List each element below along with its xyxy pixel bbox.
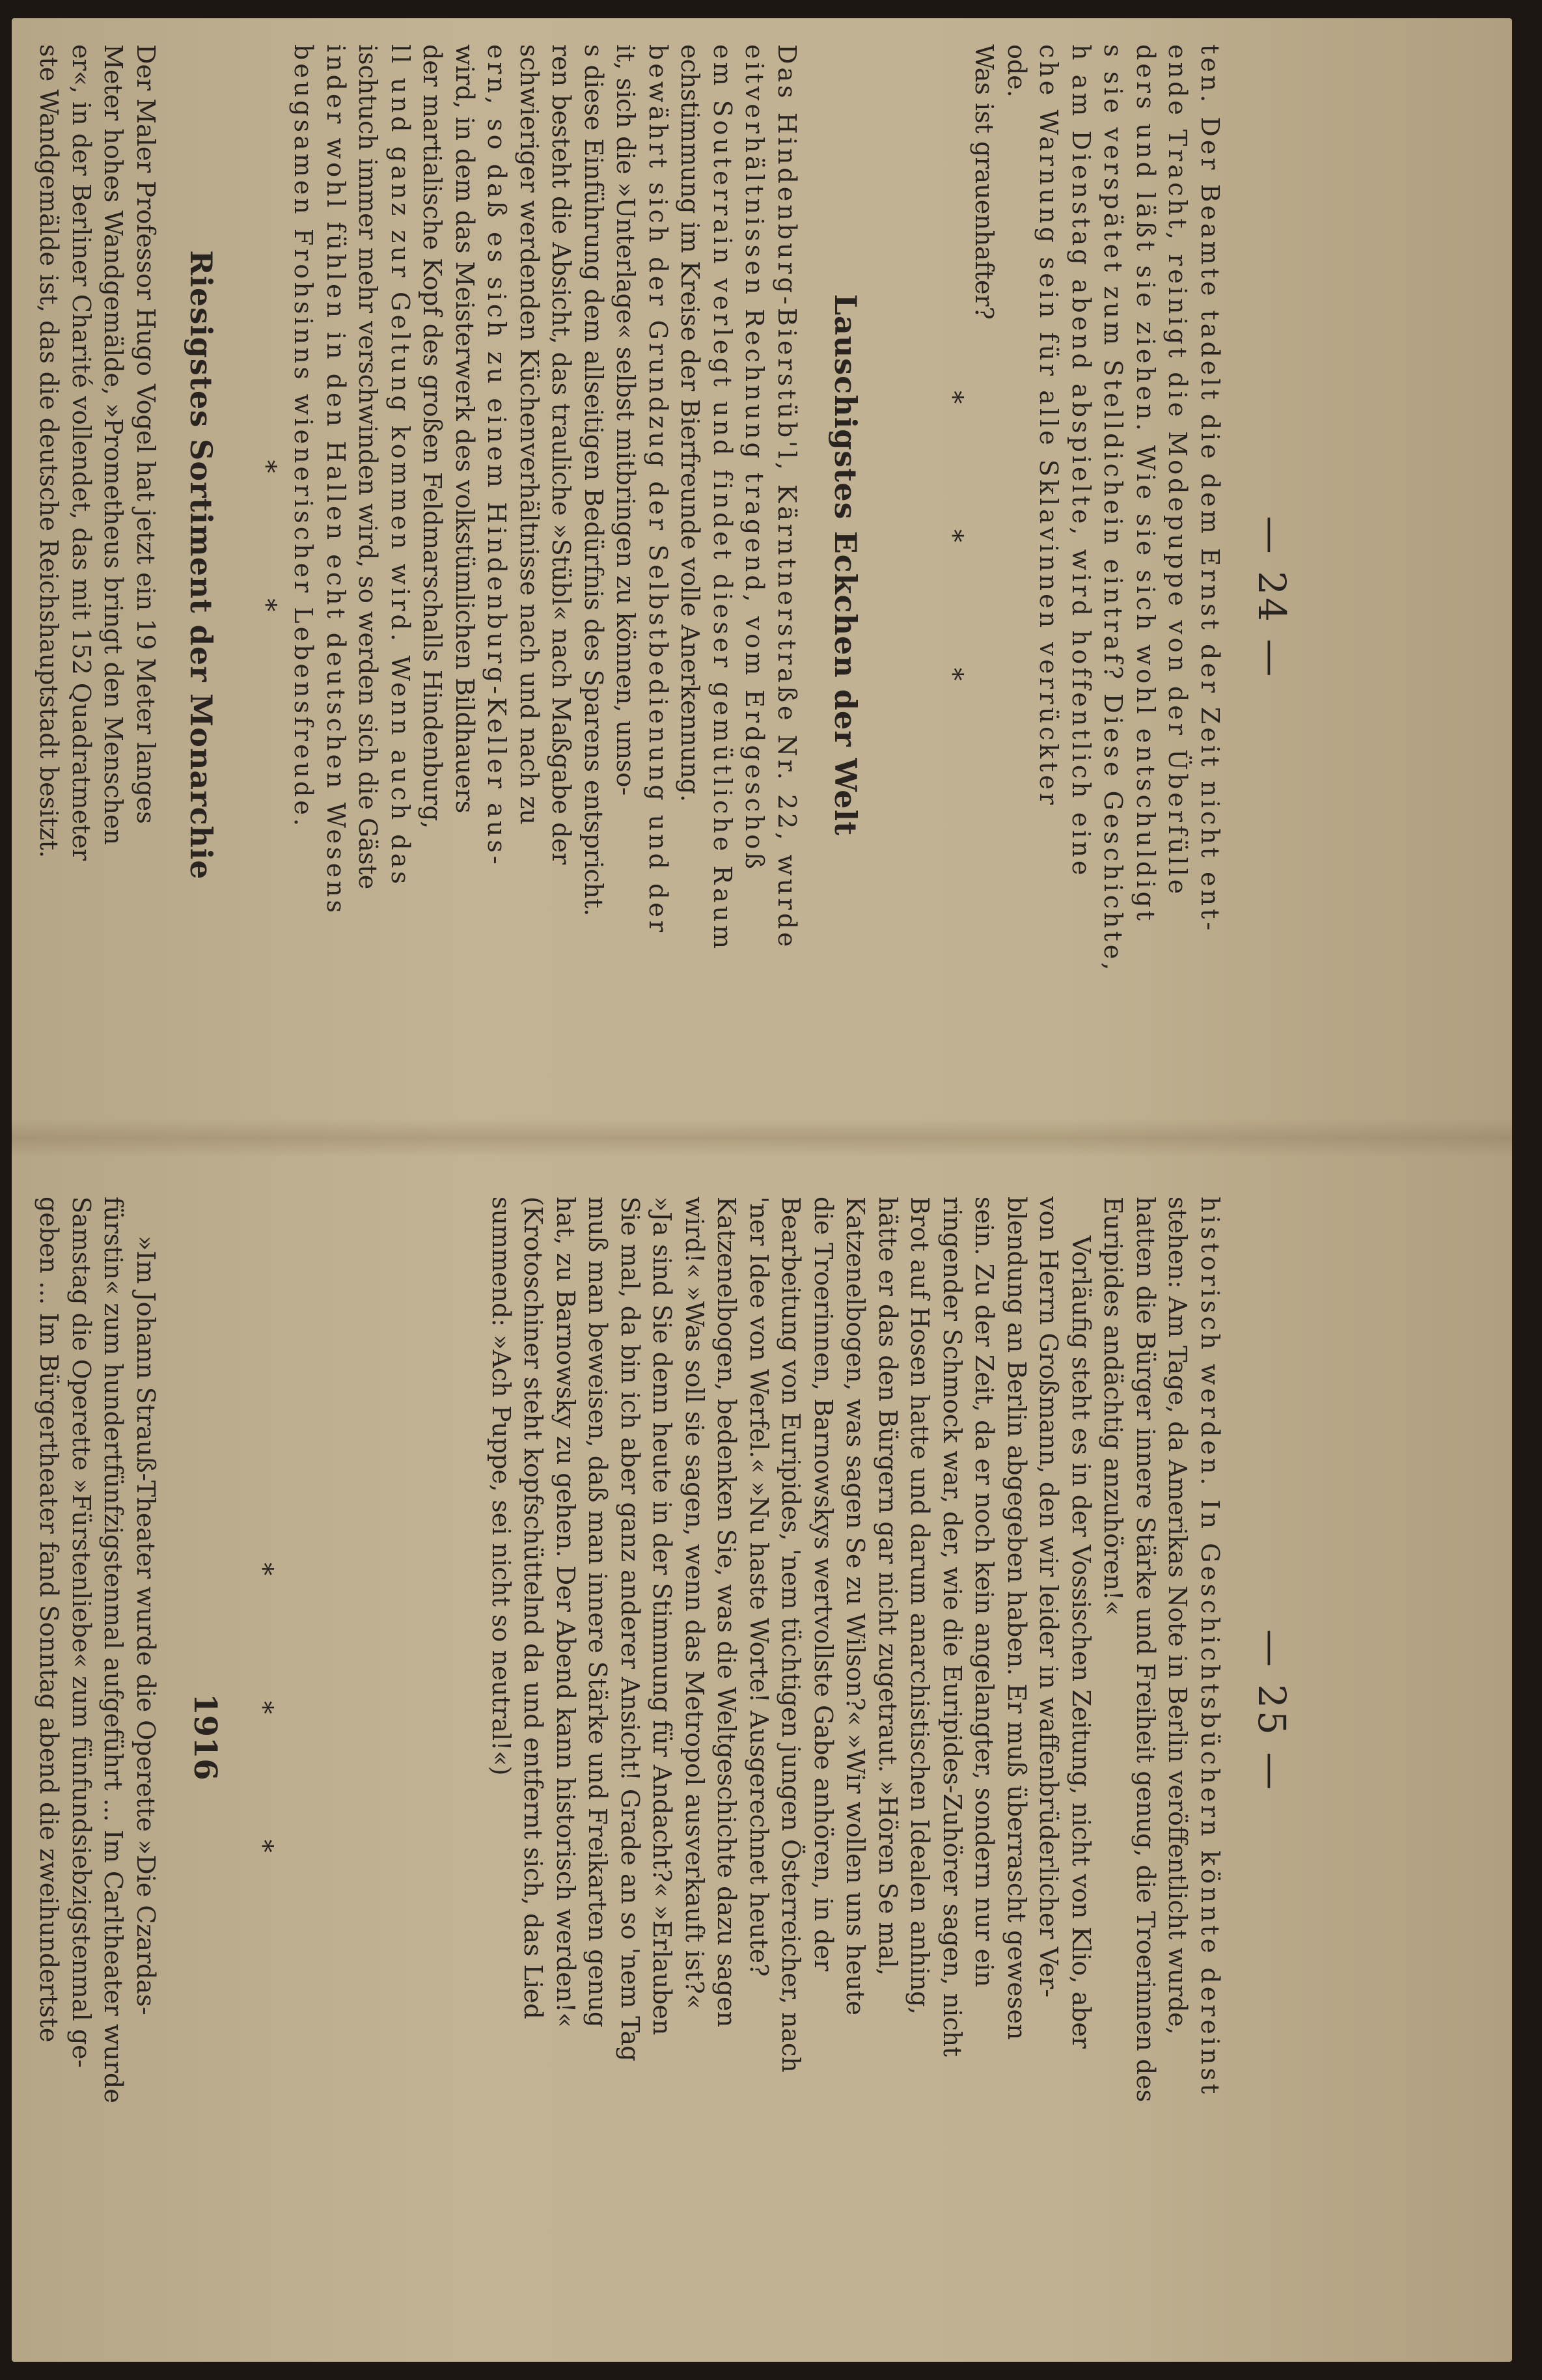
separator-stars: * * * [938,391,968,740]
text-line: ll und ganz zur Geltung kommen wird. Wenn auch das [386,44,415,887]
text-line: fürstin« zum hundertfünfzigstenmal aufgeführt ... Im Carltheater wurde [99,1197,128,2103]
separator-stars: * * [251,460,281,671]
text-line: eitverhältnissen Rechnung tragend, vom Erdgeschoß [740,44,769,872]
text-line: wird, in dem das Meisterwerk des volkstümlichen Bildhauers [450,44,479,814]
text-line: sein. Zu der Zeit, da er noch kein angelangter, sondern nur ein [970,1197,999,1987]
text-line: Das Hindenburg-Bierstüb'l, Kärntnerstraße Nr. 22, wurde [773,44,801,950]
text-line: »Im Johann Strauß-Theater wurde die Operette »Die Czardas- [131,1236,160,2015]
text-line: der martialische Kopf des großen Feldmarschalls Hindenburg, [418,44,447,829]
text-line: Bearbeitung von Euripides, 'nem tüchtigen jungen Österreicher, nach [777,1197,806,2073]
text-line: schwieriger werdenden Küchenverhältnisse nach und nach zu [515,44,544,825]
text-line: Was ist grauenhafter? [970,44,999,320]
article-body [33,1197,161,2277]
text-line: ode. [1002,44,1031,98]
text-line: Sie mal, da bin ich aber ganz anderer Ansicht! Grade an so 'nem Tag [616,1197,644,2062]
intro-text [968,44,1226,1086]
rotated-spread [12,18,1512,2362]
text-line: von Herrn Großmann, den wir leider in waffenbrüderlicher Ver- [1034,1197,1064,1998]
article-body [33,44,161,1086]
page-24 [12,18,1512,1177]
text-line: s sie verspätet zum Stelldichein eintraf? Diese Geschichte, [1099,44,1128,974]
text-line: stehen: Am Tage, da Amerikas Note in Berlin veröffentlicht wurde, [1163,1197,1192,2035]
paper-sheet [12,18,1512,2362]
text-line: ende Tracht, reinigt die Modepuppe von der Überfülle [1163,44,1192,898]
text-line: (Krotoschiner steht kopfschüttelnd da und entfernt sich, das Lied [519,1197,548,2019]
text-line: summend: »Ach Puppe, sei nicht so neutral!«) [487,1197,516,1776]
text-line: historisch werden. In Geschichtsbüchern könnte dereinst [1196,1197,1224,2097]
text-line: ren besteht die Absicht, das trauliche »Stübl« nach Maßgabe der [547,44,576,865]
separator-stars: * * * [248,1562,278,1911]
text-line: echstimmung im Kreise der Bierfreunde volle Anerkennung. [676,44,705,803]
text-line: em Souterrain verlegt und findet dieser gemütliche Raum [708,44,737,952]
text-line: Brot auf Hosen hatte und darum anarchistischen Idealen anhing, [905,1197,935,2015]
text-line: muß man beweisen, daß man innere Stärke und Freikarten genug [583,1197,613,2028]
text-line: 'ner Idee von Werfel.« »Nu haste Worte! Ausgerechnet heute? [745,1197,773,1977]
text-line: Euripides andächtig anzuhören!« [1099,1197,1128,1616]
text-line: che Warnung sein für alle Sklavinnen verrückter [1034,44,1064,809]
text-line: it, sich die »Unterlage« selbst mitbringen zu können, umso- [611,44,640,796]
text-line: hatten die Bürger innere Stärke und Freiheit genug, die Troerinnen des [1131,1197,1160,2103]
text-line: ten. Der Beamte tadelt die dem Ernst der Zeit nicht ent- [1196,44,1224,934]
text-line: beugsamen Frohsinns wienerischer Lebensfreude. [289,44,318,829]
text-line: Katzenelbogen, bedenken Sie, was die Weltgeschichte dazu sagen [712,1197,741,2028]
page-number: — 25 — [1250,1629,1294,1793]
text-line: s diese Einführung dem allseitigen Bedürfnis des Sparens entspricht. [579,44,608,917]
text-line: h am Dienstag abend abspielte, wird hoffentlich eine [1067,44,1095,879]
text-line: inder wohl fühlen in den Hallen echt deutschen Wesens [322,44,350,917]
text-line: er«, in der Berliner Charité vollendet, das mit 152 Quadratmeter [67,44,96,861]
text-line: Meter hohes Wandgemälde, »Prometheus bringt den Menschen [99,44,128,846]
year-heading: 1916 [187,1693,223,1780]
article-body [485,1197,1097,2277]
text-line: geben ... Im Bürgertheater fand Sonntag abend die zweihundertste [34,1197,64,2043]
text-line: hat, zu Barnowsky zu gehen. Der Abend kann historisch werden!« [551,1197,580,2028]
text-line: blendung an Berlin abgegeben haben. Er muß überrascht gewesen [1002,1197,1031,2040]
text-line: Vorläufig steht es in der Vossischen Zeitung, nicht von Klio, aber [1067,1236,1095,2049]
text-line: ders und läßt sie ziehen. Wie sie sich wohl entschuldigt [1131,44,1160,924]
text-line: Katzenelbogen, was sagen Se zu Wilson?« »Wir wollen uns heute [841,1197,870,2015]
text-line: ischtuch immer mehr verschwinden wird, so werden sich die Gäste [353,44,383,890]
text-line: Der Maler Professor Hugo Vogel hat jetzt ein 19 Meter langes [131,44,160,824]
text-line: hätte er das den Bürgern gar nicht zugetraut. »Hören Se mal, [874,1197,902,1976]
page-25 [12,1183,1512,2362]
text-line: Samstag die Operette »Fürstenliebe« zum fünfundsiebzigstenmal ge- [67,1197,96,2068]
page-number: — 24 — [1250,516,1294,680]
text-line: wird!« »Was soll sie sagen, wenn das Metropol ausverkauft ist?« [680,1197,709,2010]
article-body [1097,1197,1226,2277]
article-heading: Lauschigstes Eckchen der Welt [828,294,863,837]
text-line: »Ja sind Sie denn heute in der Stimmung für Andacht?« »Erlauben [648,1197,677,2036]
article-body [287,44,803,1086]
text-line: ringender Schmock war, der, wie die Euripides-Zuhörer sagen, nicht [938,1197,967,2057]
text-line: ern, so daß es sich zu einem Hindenburg-Keller aus- [482,44,512,868]
text-line: bewährt sich der Grundzug der Selbstbedienung und der [644,44,672,935]
text-line: ste Wandgemälde ist, das die deutsche Reichshauptstadt besitzt. [34,44,64,859]
article-heading: Riesigstes Sortiment der Monarchie [184,250,219,880]
text-line: die Troerinnen, Barnowskys wertvollste Gabe anhören, in der [809,1197,838,1972]
